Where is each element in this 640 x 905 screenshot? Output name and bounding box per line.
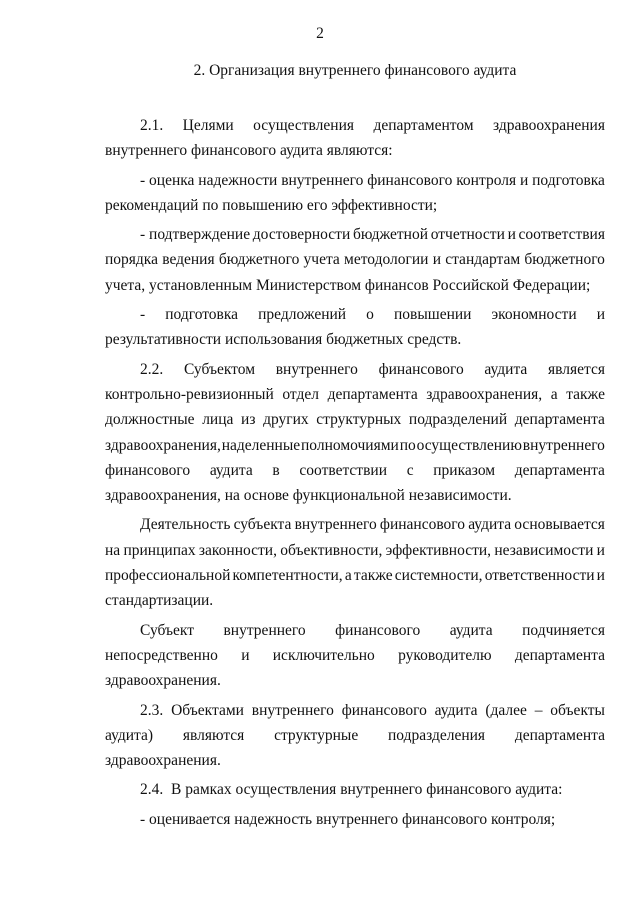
word: должностные xyxy=(105,411,195,429)
word: в xyxy=(272,461,280,479)
word: бюджетного xyxy=(218,251,300,269)
word: экономности xyxy=(491,306,577,324)
paragraph-para-2-1 xyxy=(105,113,605,164)
word: полномочиями xyxy=(301,436,399,454)
word: учета xyxy=(303,251,340,269)
text-line xyxy=(105,407,605,432)
word: внутреннего xyxy=(275,360,358,378)
word: системности, xyxy=(394,567,483,585)
word: Субъектом xyxy=(183,360,256,378)
word: и xyxy=(596,541,605,559)
word: предложений xyxy=(258,306,347,324)
text-line xyxy=(105,458,605,483)
word: структурные xyxy=(274,726,359,744)
word: отдел xyxy=(282,385,319,403)
text-line xyxy=(105,302,605,327)
text-line xyxy=(105,538,605,563)
word: аудита) xyxy=(105,726,154,744)
text-line xyxy=(105,138,605,163)
word: Субъект xyxy=(140,621,194,639)
word: с xyxy=(406,461,414,479)
word: финансового xyxy=(105,461,191,479)
text-line xyxy=(105,643,605,668)
word: также xyxy=(353,567,393,585)
word: других xyxy=(263,411,309,429)
word: финансового xyxy=(379,516,466,534)
word: внутреннего финансового аудита являются: xyxy=(105,142,393,160)
word: финансового xyxy=(335,621,421,639)
word: 2.4. В рамках осуществления внутреннего финансового аудита: xyxy=(140,781,563,799)
paragraph-para-bullet-3 xyxy=(105,302,605,353)
word: стандартизации. xyxy=(105,592,214,610)
word: а xyxy=(344,567,352,585)
text-line xyxy=(105,113,605,138)
word: и xyxy=(241,646,250,664)
word: внутреннего xyxy=(223,621,306,639)
word: контроля xyxy=(456,171,517,189)
word: департамента xyxy=(514,411,605,429)
word: по xyxy=(399,436,416,454)
word: департамента xyxy=(514,646,605,664)
word: руководителю xyxy=(398,646,492,664)
word: эффективности, xyxy=(385,541,492,559)
text-line xyxy=(105,588,605,613)
text-line xyxy=(105,723,605,748)
word: контрольно-ревизионный xyxy=(105,385,274,403)
word: законности, xyxy=(198,541,277,559)
text-line xyxy=(105,193,605,218)
word: финансового xyxy=(378,360,464,378)
page-number: 2 xyxy=(316,25,324,42)
text-line xyxy=(105,247,605,272)
word: и xyxy=(432,251,441,269)
word: - оценка xyxy=(140,171,195,189)
word: аудита xyxy=(449,621,493,639)
word: здравоохранения, xyxy=(426,385,543,403)
paragraph-para-2-4 xyxy=(105,777,605,802)
word: объекты xyxy=(550,701,605,719)
text-line xyxy=(105,327,605,352)
text-line xyxy=(105,382,605,407)
word: подчиняется xyxy=(522,621,605,639)
text-line xyxy=(105,698,605,723)
word: здравоохранения. xyxy=(105,752,221,770)
word: здравоохранения, на основе функциональной независимости. xyxy=(105,487,512,505)
word: исключительно xyxy=(272,646,375,664)
word: рекомендаций по повышению его эффективности; xyxy=(105,196,438,214)
text-line xyxy=(105,777,605,802)
word: субъекта xyxy=(233,516,292,534)
word: ответственности xyxy=(484,567,595,585)
text-line xyxy=(105,433,605,458)
word: основывается xyxy=(514,516,605,534)
text-line xyxy=(105,483,605,508)
text-line xyxy=(105,668,605,693)
word: методологии xyxy=(344,251,429,269)
word: департамента xyxy=(327,385,418,403)
word: отчетности xyxy=(430,226,505,244)
word: финансового xyxy=(367,171,453,189)
text-line xyxy=(105,618,605,643)
text-line xyxy=(105,357,605,382)
word: (далее xyxy=(485,701,527,719)
word: финансового xyxy=(341,701,427,719)
word: внутреннего xyxy=(294,516,377,534)
word: профессиональной xyxy=(105,567,231,585)
text-line xyxy=(105,807,605,832)
word: - подтверждение xyxy=(140,226,251,244)
document-body xyxy=(105,113,605,832)
word: являются xyxy=(182,726,245,744)
word: - оценивается надежность внутреннего финансового контроля; xyxy=(140,810,556,828)
word: подразделения xyxy=(388,726,486,744)
word: здравоохранения. xyxy=(105,672,221,690)
word: здравоохранения, xyxy=(105,436,221,454)
paragraph-para-2-3 xyxy=(105,698,605,774)
word: здравоохранения xyxy=(493,117,605,134)
word: аудита xyxy=(209,461,253,479)
word: на xyxy=(105,541,121,559)
word: соответствия xyxy=(518,226,605,244)
text-line xyxy=(105,222,605,247)
paragraph-para-activity xyxy=(105,512,605,613)
word: надежности xyxy=(198,171,278,189)
word: Деятельность xyxy=(140,516,231,534)
paragraph-para-bullet-2 xyxy=(105,222,605,298)
word: и xyxy=(596,306,605,324)
word: и xyxy=(519,171,529,189)
word: и xyxy=(507,226,516,244)
word: структурных xyxy=(316,411,402,429)
text-line xyxy=(105,168,605,193)
word: внутреннего xyxy=(281,171,364,189)
word: внутреннего xyxy=(251,701,334,719)
word: лица xyxy=(202,411,234,429)
word: подразделений xyxy=(408,411,508,429)
word: подготовка xyxy=(165,306,239,324)
word: и xyxy=(596,567,605,585)
word: бюджетного xyxy=(524,251,605,269)
word: аудита xyxy=(468,516,512,534)
paragraph-para-2-2 xyxy=(105,357,605,509)
paragraph-para-bullet-1 xyxy=(105,168,605,219)
word: департамента xyxy=(514,726,605,744)
text-line xyxy=(105,748,605,773)
word: департаментом xyxy=(373,117,474,134)
word: аудита xyxy=(434,701,478,719)
word: а xyxy=(550,385,558,403)
word: достоверности xyxy=(252,226,351,244)
paragraph-para-bullet-4 xyxy=(105,807,605,832)
word: непосредственно xyxy=(105,646,218,664)
word: 2.2. xyxy=(140,360,164,378)
word: аудита xyxy=(484,360,528,378)
word: из xyxy=(241,411,256,429)
word: компетентности, xyxy=(232,567,343,585)
word: - xyxy=(140,306,146,324)
word: внутреннего xyxy=(522,436,605,454)
word: также xyxy=(566,385,605,403)
word: порядка xyxy=(105,251,158,269)
word: подготовка xyxy=(532,171,605,189)
word: независимости xyxy=(494,541,594,559)
word: 2.3. xyxy=(140,701,164,719)
word: Объектами xyxy=(171,701,244,719)
text-line xyxy=(105,512,605,537)
word: бюджетной xyxy=(352,226,429,244)
word: Целями xyxy=(182,117,234,134)
word: – xyxy=(534,701,543,719)
word: повышении xyxy=(393,306,472,324)
section-heading: 2. Организация внутреннего финансового аудита xyxy=(193,62,517,79)
word: приказом xyxy=(433,461,496,479)
paragraph-para-subordination xyxy=(105,618,605,694)
text-line xyxy=(105,563,605,588)
word: результативности использования бюджетных средств. xyxy=(105,331,462,349)
word: принципах xyxy=(123,541,196,559)
word: 2.1. xyxy=(140,117,164,134)
word: стандартам xyxy=(445,251,521,269)
word: о xyxy=(366,306,374,324)
word: является xyxy=(548,360,605,378)
word: осуществления xyxy=(253,117,355,134)
word: наделенные xyxy=(221,436,301,454)
text-line xyxy=(105,273,605,298)
word: учета, установленным Министерством финансов Российской Федерации; xyxy=(105,276,591,294)
word: осуществлению xyxy=(416,436,522,454)
word: объективности, xyxy=(280,541,383,559)
word: ведения xyxy=(162,251,215,269)
word: департамента xyxy=(514,461,605,479)
word: соответствии xyxy=(299,461,387,479)
